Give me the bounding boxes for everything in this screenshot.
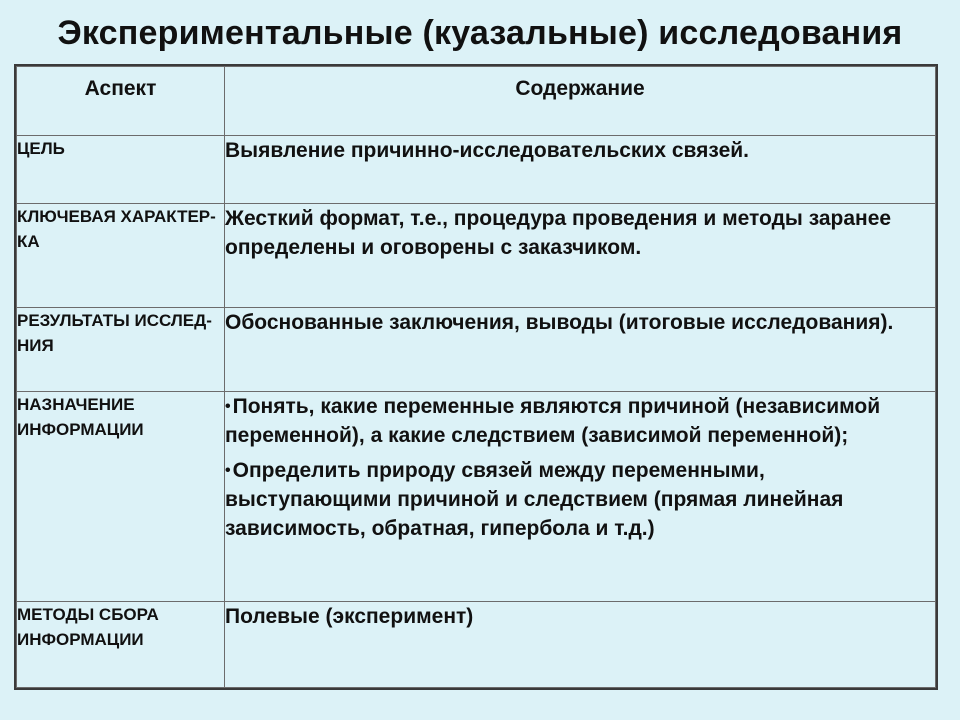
row-purpose-content: [225, 392, 936, 602]
purpose-bullet-item: [225, 392, 935, 450]
table-row: [17, 602, 936, 688]
purpose-bullet-text: Понять, какие переменные являются причиной (независимой переменной), а какие следствием (зависимой переменной);: [225, 395, 881, 447]
table-row: [17, 204, 936, 308]
header-aspect: Аспект: [17, 67, 225, 136]
row-results-content: Обоснованные заключения, выводы (итоговые исследования).: [225, 308, 936, 392]
table-row: [17, 308, 936, 392]
row-key-characteristic-aspect: КЛЮЧЕВАЯ ХАРАКТЕР-КА: [17, 204, 225, 308]
aspect-table: [16, 66, 936, 688]
table-header-row: [17, 67, 936, 136]
row-results-aspect: РЕЗУЛЬТАТЫ ИССЛЕД-НИЯ: [17, 308, 225, 392]
purpose-bullet-text: Определить природу связей между переменными, выступающими причиной и следствием (прямая линейная зависимость, обратная, гипербола и т.д.): [225, 459, 844, 540]
row-goal-content: Выявление причинно-исследовательских связей.: [225, 136, 936, 204]
aspect-table-container: [14, 64, 938, 690]
table-row: [17, 136, 936, 204]
row-methods-content: Полевые (эксперимент): [225, 602, 936, 688]
table-row: [17, 392, 936, 602]
purpose-bullet-item: [225, 456, 935, 543]
bullet-marker: •: [225, 462, 231, 479]
row-methods-aspect: МЕТОДЫ СБОРА ИНФОРМАЦИИ: [17, 602, 225, 688]
row-key-characteristic-content: Жесткий формат, т.е., процедура проведения и методы заранее определены и оговорены с заказчиком.: [225, 204, 936, 308]
bullet-marker: •: [225, 398, 231, 415]
row-goal-aspect: ЦЕЛЬ: [17, 136, 225, 204]
row-purpose-aspect: НАЗНАЧЕНИЕ ИНФОРМАЦИИ: [17, 392, 225, 602]
slide-title: Экспериментальные (куазальные) исследования: [57, 14, 903, 52]
header-content: Содержание: [225, 67, 936, 136]
